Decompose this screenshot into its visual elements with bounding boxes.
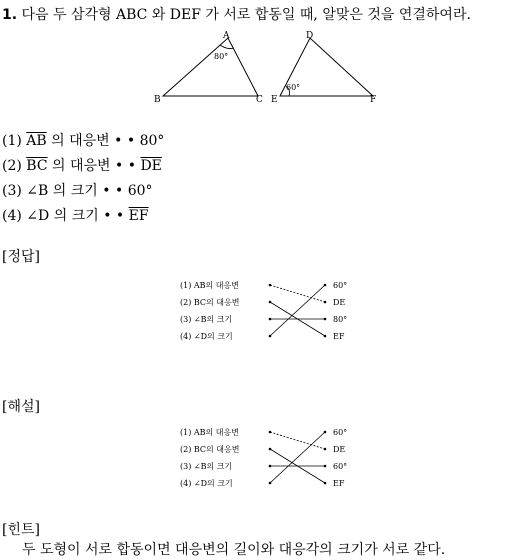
explanation-right-4: EF — [333, 479, 345, 488]
question-number: 1. — [2, 7, 18, 23]
item-math: ∠D — [26, 208, 50, 224]
item-num: (1) — [2, 133, 22, 149]
item-bullets: • • — [114, 133, 136, 149]
item-word: 의 크기 — [52, 183, 98, 199]
item-bullets: • • — [103, 208, 125, 224]
item-math: $\overline{AB}$ — [26, 133, 47, 149]
item-answer: 60° — [127, 183, 153, 199]
angle-label-e: 60° — [286, 83, 301, 92]
item-num: (3) — [2, 183, 22, 199]
item-answer: 80° — [139, 133, 165, 149]
item-4 — [2, 205, 149, 225]
answer-lines — [270, 285, 325, 336]
triangles-figure — [150, 28, 390, 108]
explanation-lines — [270, 432, 325, 483]
explanation-right-3: 60° — [333, 462, 348, 471]
label-b: B — [154, 95, 161, 105]
item-3 — [2, 180, 153, 200]
item-num: (4) — [2, 208, 22, 224]
item-math: $\overline{BC}$ — [26, 158, 48, 174]
item-bullets: • • — [102, 183, 124, 199]
answer-heading: [정답] — [2, 249, 40, 265]
question-text: 다음 두 삼각형 ABC 와 DEF 가 서로 합동일 때, 알맞은 것을 연결하여라. — [21, 7, 471, 23]
answer-right-1: 60° — [333, 281, 348, 290]
item-answer: $\overline{EF}$ — [128, 208, 149, 224]
answer-left-3: (3) ∠B의 크기 — [180, 315, 233, 324]
label-d: D — [306, 31, 314, 41]
item-word: 의 크기 — [53, 208, 99, 224]
explanation-matching-figure — [180, 425, 370, 491]
answer-left-1: (1) AB의 대응변 — [180, 281, 239, 290]
answer-right-2: DE — [333, 298, 346, 307]
label-f: F — [370, 95, 377, 105]
answer-matching-figure — [180, 278, 370, 344]
explanation-left-1: (1) AB의 대응변 — [180, 428, 239, 437]
explanation-right-1: 60° — [333, 428, 348, 437]
question-title — [2, 4, 471, 24]
triangle-abc — [163, 38, 258, 96]
item-bullets: • • — [115, 158, 136, 174]
item-answer: $\overline{DE}$ — [140, 158, 162, 174]
explanation-right-2: DE — [333, 445, 346, 454]
label-e: E — [271, 95, 278, 105]
explanation-left-4: (4) ∠D의 크기 — [180, 479, 233, 488]
answer-right-4: EF — [333, 332, 345, 341]
item-2 — [2, 155, 162, 175]
item-1 — [2, 130, 164, 150]
answer-left-4: (4) ∠D의 크기 — [180, 332, 233, 341]
hint-text: 두 도형이 서로 합동이면 대응변의 길이와 대응각의 크기가 서로 같다. — [22, 542, 446, 558]
label-c: C — [256, 95, 263, 105]
answer-left-2: (2) BC의 대응변 — [180, 298, 240, 307]
item-word: 의 대응변 — [51, 133, 110, 149]
item-math: ∠B — [26, 183, 49, 199]
answer-right-3: 80° — [333, 315, 348, 324]
explanation-left-2: (2) BC의 대응변 — [180, 445, 240, 454]
angle-label-a: 80° — [214, 52, 229, 61]
explanation-heading: [해설] — [2, 399, 40, 415]
hint-heading: [힌트] — [2, 522, 40, 538]
item-num: (2) — [2, 158, 22, 174]
explanation-left-3: (3) ∠B의 크기 — [180, 462, 233, 471]
label-a: A — [223, 31, 230, 41]
item-word: 의 대응변 — [52, 158, 111, 174]
